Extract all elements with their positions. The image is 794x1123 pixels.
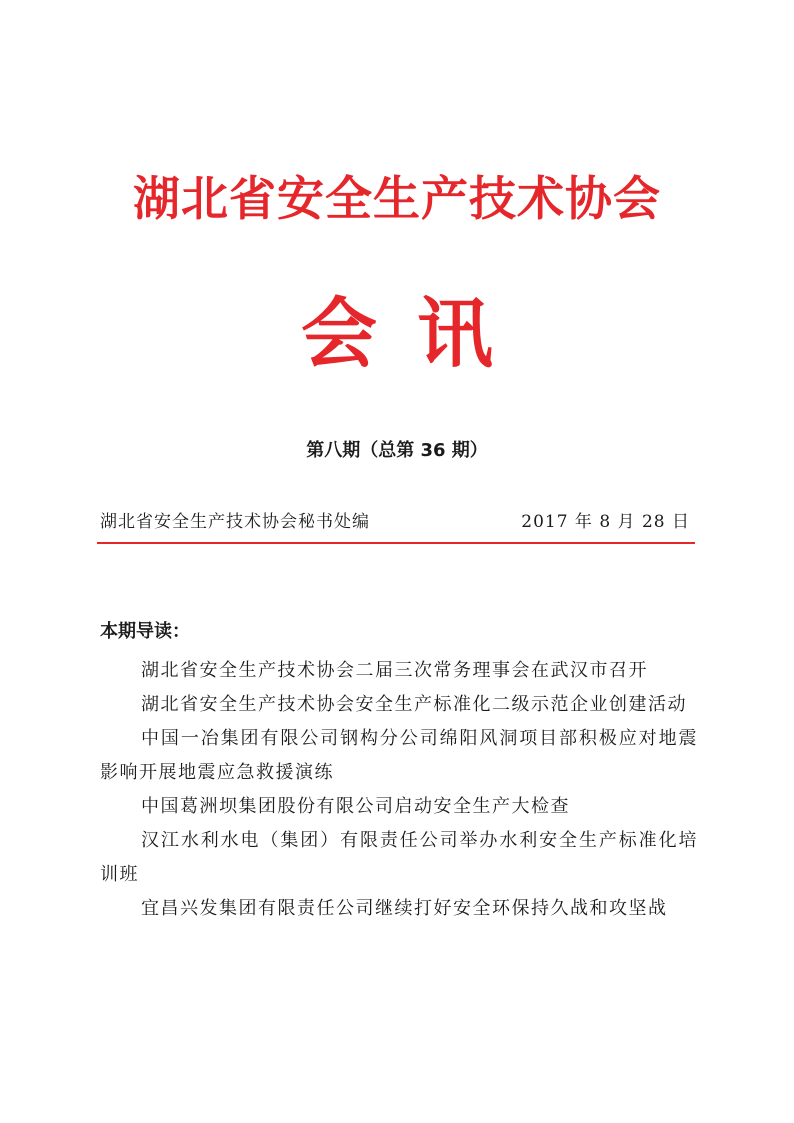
red-divider — [97, 542, 695, 544]
editor-line: 湖北省安全生产技术协会秘书处编 — [100, 512, 370, 532]
guide-item: 宜昌兴发集团有限责任公司继续打好安全环保持久战和攻坚战 — [141, 898, 668, 919]
guide-item: 湖北省安全生产技术协会二届三次常务理事会在武汉市召开 — [141, 660, 648, 681]
bulletin-title: 会讯 — [301, 289, 533, 378]
guide-item: 汉江水利水电（集团）有限责任公司举办水利安全生产标准化培训班 — [100, 830, 698, 885]
publish-date: 2017 年 8 月 28 日 — [521, 512, 690, 532]
guide-list — [100, 654, 698, 926]
guide-item: 中国葛洲坝集团股份有限公司启动安全生产大检查 — [141, 796, 570, 817]
guide-heading: 本期导读： — [100, 621, 190, 642]
guide-item: 中国一冶集团有限公司钢构分公司绵阳风洞项目部积极应对地震影响开展地震应急救援演练 — [100, 728, 698, 783]
issue-number: 第八期（总第 36 期） — [306, 440, 488, 461]
guide-item: 湖北省安全生产技术协会安全生产标准化二级示范企业创建活动 — [141, 694, 687, 715]
organization-title: 湖北省安全生产技术协会 — [133, 172, 661, 227]
